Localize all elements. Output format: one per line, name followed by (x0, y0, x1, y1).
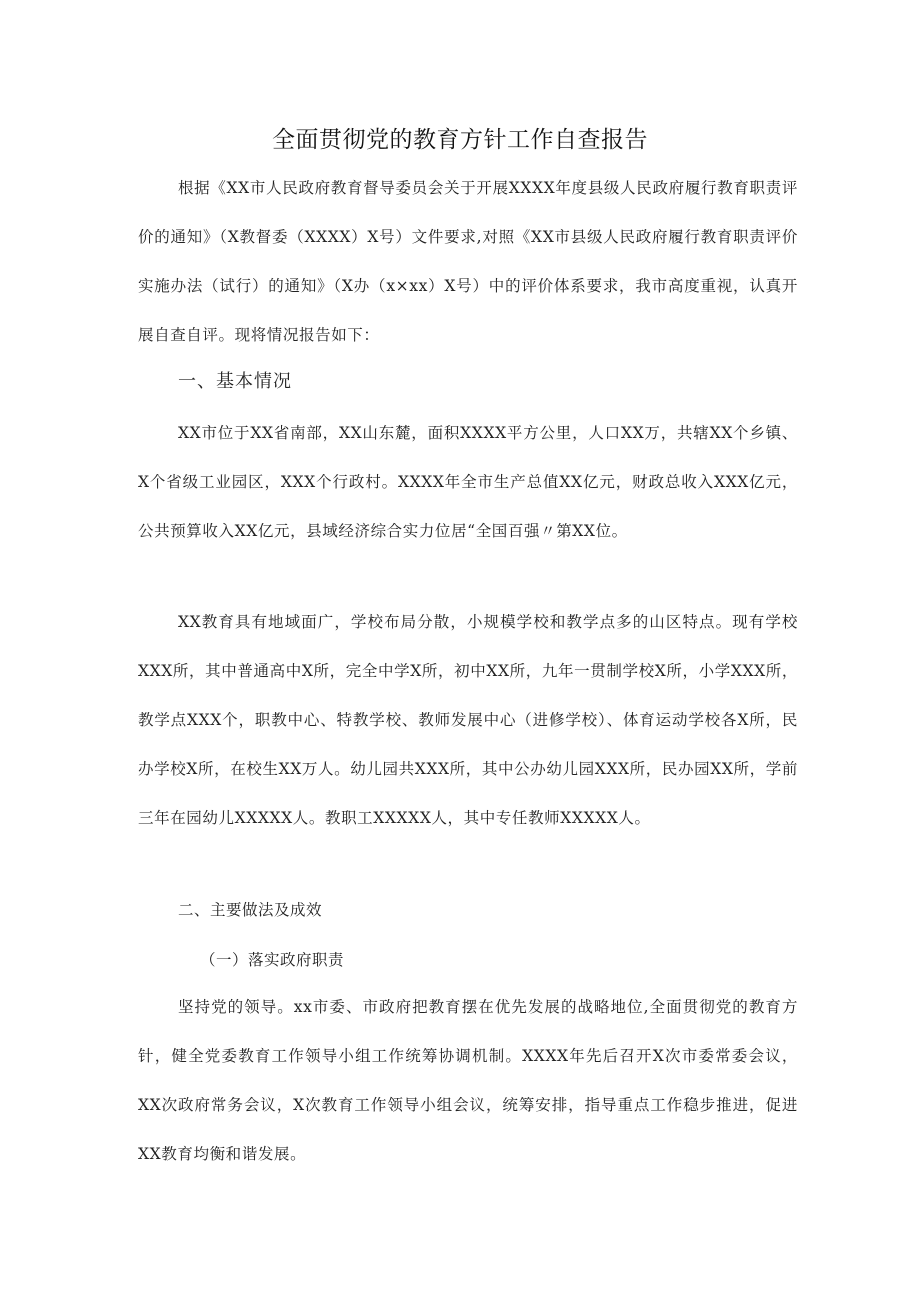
section-heading-basic-situation: 一、基本情况 (178, 371, 292, 392)
basic-situation-paragraph-1: XX市位于XX省南部，XX山东麓，面积XXXX平方公里，人口XX万，共辖XX个乡镇、X个省级工业园区，XXX个行政村。XXXX年全市生产总值XX亿元，财政总收入XXX亿元，公共预算收入XX亿元，县域经济综合实力位居“全国百强〃第XX位。 (138, 424, 798, 540)
government-duties-paragraph: 坚持党的领导。xx市委、市政府把教育摆在优先发展的战略地位,全面贯彻党的教育方针，健全党委教育工作领导小组工作统筹协调机制。XXXX年先后召开X次市委常委会议，XX次政府常务会议，X次教育工作领导小组会议，统筹安排，指导重点工作稳步推进，促进XX教育均衡和谐发展。 (138, 998, 798, 1163)
document-title: 全面贯彻党的教育方针工作自查报告 (272, 127, 648, 153)
subsection-heading-government-duties: （一）落实政府职责 (200, 951, 345, 969)
section-heading-main-practices: 二、主要做法及成效 (178, 901, 323, 919)
basic-situation-paragraph-2: XX教育具有地域面广，学校布局分散，小规模学校和教学点多的山区特点。现有学校XXX所，其中普通高中X所，完全中学X所，初中XX所，九年一贯制学校X所，小学XXX所，教学点XXX个，职教中心、特教学校、教师发展中心（进修学校）、体育运动学校各X所，民办学校X所，在校生XX万人。幼儿园共XXX所，其中公办幼儿园XXX所，民办园XX所，学前三年在园幼儿XXXXX人。教职工XXXXX人，其中专任教师XXXXX人。 (138, 613, 798, 827)
intro-paragraph: 根据《XX市人民政府教育督导委员会关于开展XXXX年度县级人民政府履行教育职责评价的通知》（X教督委（XXXX）X号）文件要求,对照《XX市县级人民政府履行教育职责评价实施办法（试行）的通知》（X办（x×xx）X号）中的评价体系要求，我市高度重视，认真开展自查自评。现将情况报告如下： (138, 179, 798, 344)
